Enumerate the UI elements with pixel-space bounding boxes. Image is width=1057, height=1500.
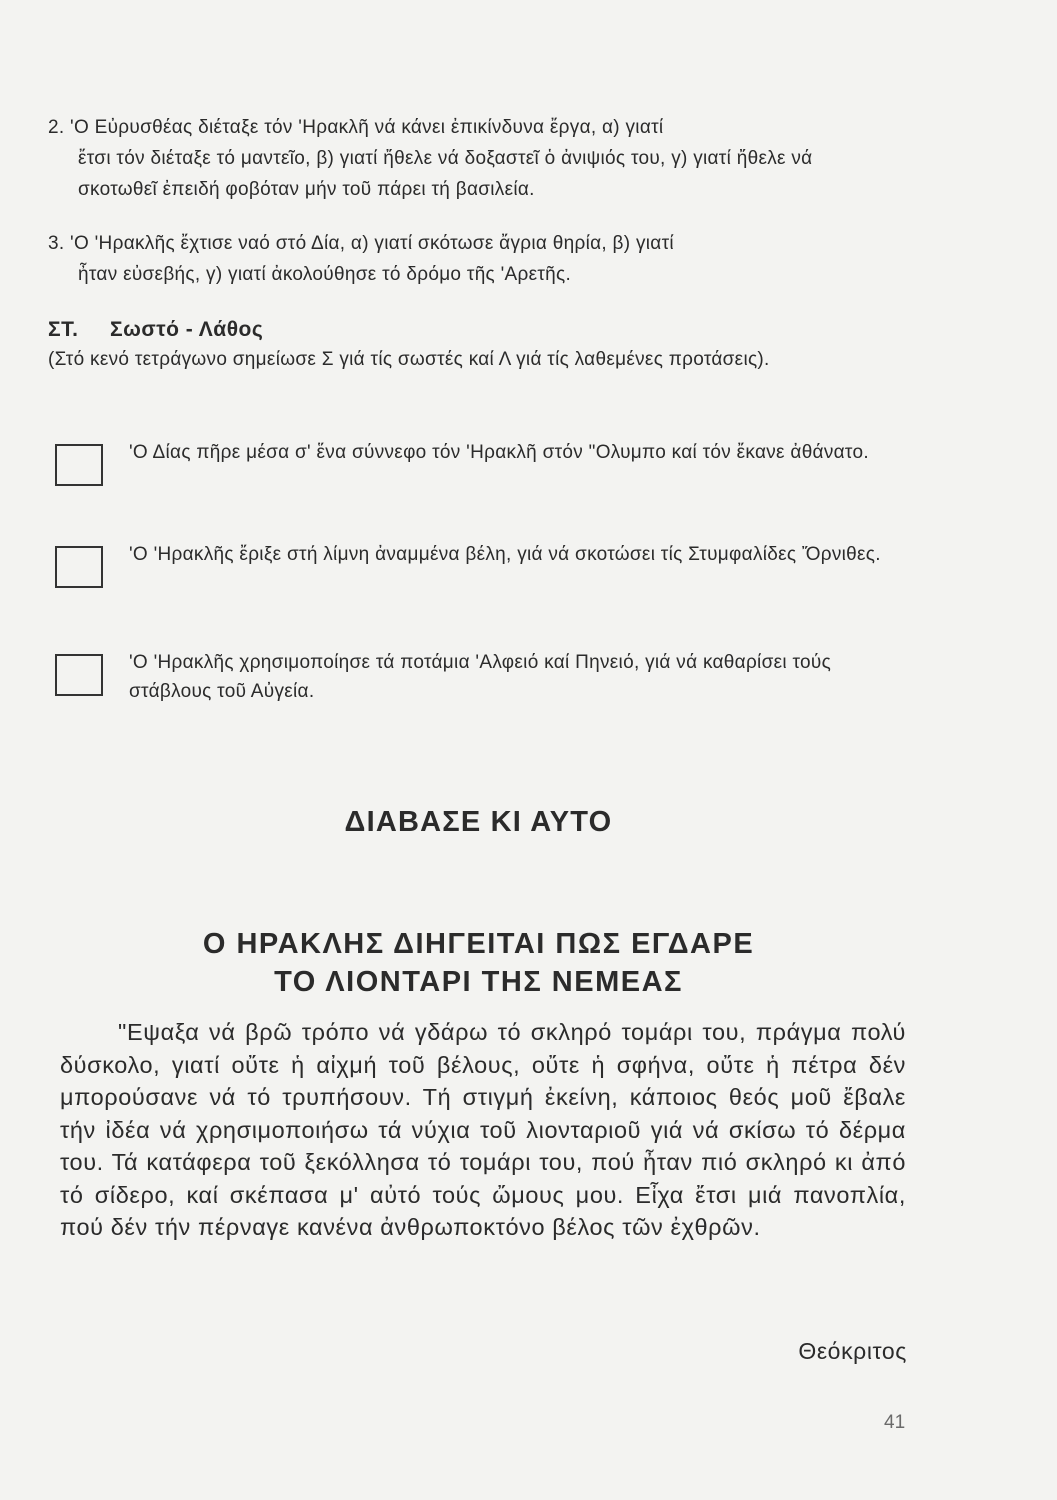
question-3-continuation: ἦταν εὐσεβής, γ) γιατί ἀκολούθησε τό δρόμο τῆς 'Αρετῆς.: [78, 264, 572, 285]
answer-checkbox[interactable]: [55, 444, 103, 486]
story-text: "Εψαξα νά βρῶ τρόπο νά γδάρω τό σκληρό τομάρι του, πράγμα πολύ δύσκολο, γιατί οὔτε ἡ αἰχμή τοῦ βέλους, οὔτε ἡ σφήνα, οὔτε ἡ πέτρα δέν μπορούσανε νά τό τρυπήσουν. Τή στιγμή ἐκείνη, κάποιος θεός μοῦ ἔβαλε τήν ἰδέα νά χρησιμοποιήσω τά νύχια τοῦ λιονταριοῦ γιά νά σκίσω τό δέρμα του. Τά κατάφερα τοῦ ξεκόλλησα τό τομάρι του, πού ἦταν πιό σκληρό κι ἀπό τό σίδερο, καί σκέπασα μ' αὐτό τούς ὤμους μου. Εἶχα ἔτσι μιά πανοπλία, πού δέν τήν πέρναγε κανένα ἀνθρωποκτόνο βέλος τῶν ἐχθρῶν.: [60, 1019, 906, 1240]
question-2-text: 'Ο Εὐρυσθέας διέταξε τόν 'Ηρακλῆ νά κάνει ἐπικίνδυνα ἔργα, α) γιατί: [70, 117, 664, 138]
section-instruction: (Στό κενό τετράγωνο σημείωσε Σ γιά τίς σωστές καί Λ γιά τίς λαθεμένες προτάσεις).: [48, 349, 770, 370]
question-2-continuation: ἔτσι τόν διέταξε τό μαντεῖο, β) γιατί ἤθελε νά δοξαστεῖ ὁ ἀνιψιός του, γ) γιατί ἤθελε νά σκοτωθεῖ ἐπειδή φοβόταν μήν τοῦ πάρει τή βασιλεία.: [78, 148, 813, 200]
section-heading: [48, 318, 263, 342]
page-number: 41: [884, 1412, 906, 1433]
section-code: ΣΤ.: [48, 318, 79, 341]
question-3-text: 'Ο 'Ηρακλῆς ἔχτισε ναό στό Δία, α) γιατί σκότωσε ἄγρια θηρία, β) γιατί: [70, 233, 674, 254]
true-false-item: [55, 540, 895, 600]
true-false-statement: 'Ο 'Ηρακλῆς χρησιμοποίησε τά ποτάμια 'Αλφειό καί Πηνειό, γιά νά καθαρίσει τούς στάβλους τοῦ Αὐγεία.: [129, 652, 832, 702]
true-false-item: [55, 648, 895, 708]
story-title-line-1: Ο ΗΡΑΚΛΗΣ ΔΙΗΓΕΙΤΑΙ ΠΩΣ ΕΓΔΑΡΕ: [202, 928, 755, 960]
true-false-statement: 'Ο 'Ηρακλῆς ἔριξε στή λίμνη ἀναμμένα βέλη, γιά νά σκοτώσει τίς Στυμφαλίδες Ὄρνιθες.: [129, 544, 881, 565]
story-title-line-2: ΤΟ ΛΙΟΝΤΑΡΙ ΤΗΣ ΝΕΜΕΑΣ: [274, 966, 683, 998]
question-3: [48, 228, 893, 290]
question-2: [48, 112, 893, 205]
story-author: Θεόκριτος: [798, 1338, 907, 1364]
story-title: [0, 925, 1057, 1001]
reading-heading: [0, 806, 1057, 839]
reading-heading-text: ΔΙΑΒΑΣΕ ΚΙ ΑΥΤΟ: [344, 806, 613, 838]
section-title: Σωστό - Λάθος: [110, 318, 264, 341]
answer-checkbox[interactable]: [55, 654, 103, 696]
question-number: 3.: [48, 233, 65, 254]
question-number: 2.: [48, 117, 65, 138]
question-3-first-line: [48, 228, 893, 259]
true-false-item: [55, 438, 895, 498]
answer-checkbox[interactable]: [55, 546, 103, 588]
question-2-first-line: [48, 112, 893, 143]
true-false-statement: 'Ο Δίας πῆρε μέσα σ' ἕνα σύννεφο τόν 'Ηρακλῆ στόν "Ολυμπο καί τόν ἔκανε ἀθάνατο.: [129, 442, 869, 463]
